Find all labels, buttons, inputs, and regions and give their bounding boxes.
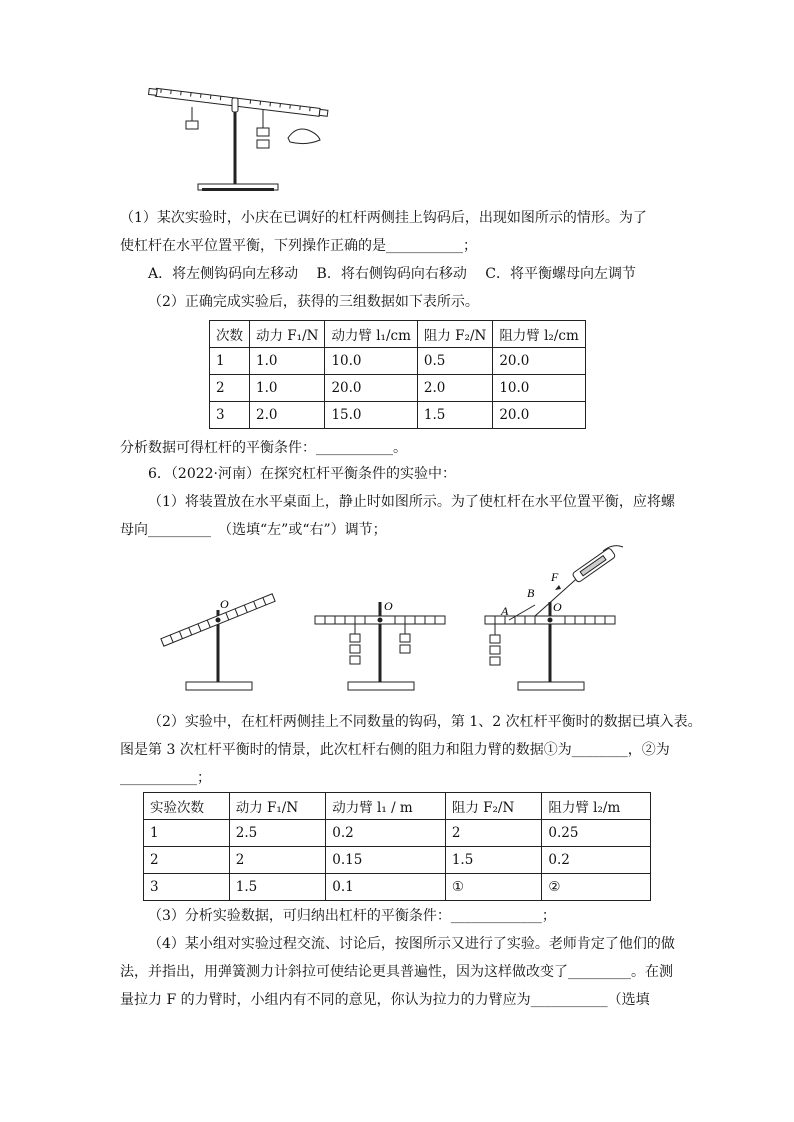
lever-figure-spring-scale: [475, 545, 625, 700]
table-cell: 1.5: [417, 402, 492, 429]
table-cell: 3: [210, 402, 250, 429]
point-label-b: B: [527, 586, 535, 600]
table-cell: 0.15: [326, 847, 446, 874]
table-cell: 20.0: [325, 375, 417, 402]
q6-part2-line2: 图是第 3 次杠杆平衡时的情景，此次杠杆右侧的阻力和阻力臂的数据①为________，②为: [120, 742, 670, 758]
table-header-row: [144, 793, 651, 820]
table-cell: 0.2: [326, 820, 446, 847]
table-header-cell: 实验次数: [144, 793, 230, 820]
table-cell: 1: [210, 348, 250, 375]
q6-part2-line3: ___________；: [120, 770, 211, 786]
table-cell: 10.0: [493, 375, 585, 402]
point-label-a: A: [501, 604, 509, 618]
table-cell: 2: [210, 375, 250, 402]
table-header-cell: 次数: [210, 321, 250, 348]
q5-conclusion: 分析数据可得杠杆的平衡条件：___________。: [120, 440, 407, 456]
table-cell: 1.5: [445, 847, 542, 874]
table-header-cell: 动力臂 l₁/cm: [325, 321, 417, 348]
table-cell: 20.0: [493, 402, 585, 429]
table-cell: 0.2: [542, 847, 651, 874]
table-row: [144, 847, 651, 874]
q6-part4-line2: 法，并指出，用弹簧测力计斜拉可使结论更具普遍性，因为这样做改变了_________。在测: [120, 964, 673, 980]
table-header-cell: 阻力臂 l₂/cm: [493, 321, 585, 348]
pivot-label-o: O: [220, 597, 229, 611]
table-row: [210, 402, 586, 429]
q6-part3: （3）分析实验数据，可归纳出杠杆的平衡条件：_____________；: [148, 908, 556, 924]
table-row: [144, 874, 651, 901]
table-header-cell: 动力 F₁/N: [250, 321, 325, 348]
q5-part1-line1: （1）某次实验时，小庆在已调好的杠杆两侧挂上钩码后，出现如图所示的情形。为了: [120, 210, 647, 226]
table-cell: ①: [445, 874, 542, 901]
table-cell: 2: [229, 847, 326, 874]
table-cell: 0.5: [417, 348, 492, 375]
table-row: [144, 820, 651, 847]
lever-figure-q5: [140, 88, 340, 198]
lever-figure-tilted: [150, 590, 290, 700]
table-cell: 2: [144, 847, 230, 874]
table-header-cell: 阻力 F₂/N: [417, 321, 492, 348]
q5-data-table: [209, 320, 586, 429]
table-header-cell: 阻力臂 l₂/m: [542, 793, 651, 820]
table-header-cell: 阻力 F₂/N: [445, 793, 542, 820]
table-header-cell: 动力臂 l₁ / m: [326, 793, 446, 820]
table-cell: 2.0: [417, 375, 492, 402]
table-header-row: [210, 321, 586, 348]
table-cell: ②: [542, 874, 651, 901]
q6-part2-line1: （2）实验中，在杠杆两侧挂上不同数量的钩码，第 1、2 次杠杆平衡时的数据已填入表。: [148, 714, 702, 730]
table-cell: 1.0: [250, 375, 325, 402]
table-row: [210, 348, 586, 375]
q6-title: 6．（2022·河南）在探究杠杆平衡条件的实验中：: [148, 466, 456, 482]
q6-data-table: [143, 792, 651, 901]
table-cell: 3: [144, 874, 230, 901]
table-header-cell: 动力 F₁/N: [229, 793, 326, 820]
lever-figure-weights: [310, 590, 450, 700]
pivot-label-o: O: [384, 599, 393, 613]
q6-part1-line2: 母向_________ （选填“左”或“右”）调节；: [120, 522, 387, 538]
table-cell: 1.0: [250, 348, 325, 375]
q6-part1-line1: （1）将装置放在水平桌面上，静止时如图所示。为了使杠杆在水平位置平衡，应将螺: [148, 494, 675, 510]
table-cell: 1: [144, 820, 230, 847]
pivot-label-o: O: [553, 600, 562, 614]
table-cell: 2: [445, 820, 542, 847]
q6-part4-line1: （4）某小组对实验过程交流、讨论后，按图所示又进行了实验。老师肯定了他们的做: [148, 936, 675, 952]
q5-part2: （2）正确完成实验后，获得的三组数据如下表所示。: [148, 294, 479, 310]
table-row: [210, 375, 586, 402]
force-label-f: F: [551, 570, 559, 584]
table-cell: 2.5: [229, 820, 326, 847]
table-cell: 10.0: [325, 348, 417, 375]
table-cell: 0.25: [542, 820, 651, 847]
table-cell: 20.0: [493, 348, 585, 375]
q5-part1-line2: 使杠杆在水平位置平衡，下列操作正确的是___________；: [120, 238, 477, 254]
q6-part4-line3: 量拉力 F 的力臂时，小组内有不同的意见，你认为拉力的力臂应为___________（选填: [120, 992, 650, 1008]
q5-options: A．将左侧钩码向左移动 B．将右侧钩码向右移动 C．将平衡螺母向左调节: [148, 266, 637, 282]
table-cell: 1.5: [229, 874, 326, 901]
table-cell: 2.0: [250, 402, 325, 429]
table-cell: 15.0: [325, 402, 417, 429]
table-cell: 0.1: [326, 874, 446, 901]
